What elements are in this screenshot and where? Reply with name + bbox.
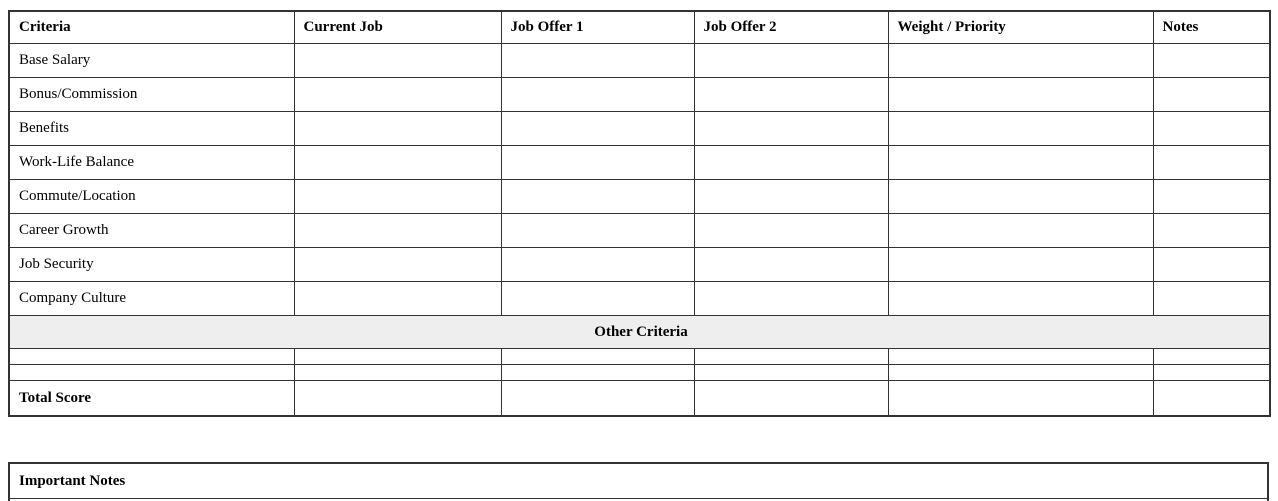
total-score-row	[9, 381, 1270, 417]
column-header-weight-priority: Weight / Priority	[888, 11, 1153, 44]
value-cell	[294, 112, 501, 146]
value-cell	[888, 282, 1153, 316]
criteria-label: Commute/Location	[9, 180, 294, 214]
criteria-label: Benefits	[9, 112, 294, 146]
value-cell	[501, 248, 694, 282]
value-cell	[694, 248, 888, 282]
value-cell	[294, 282, 501, 316]
value-cell	[694, 44, 888, 78]
criteria-row-bonus-commission	[9, 78, 1270, 112]
value-cell	[1153, 180, 1270, 214]
value-cell	[1153, 214, 1270, 248]
criteria-row-job-security	[9, 248, 1270, 282]
value-cell	[888, 349, 1153, 365]
value-cell	[694, 180, 888, 214]
criteria-label: Job Security	[9, 248, 294, 282]
value-cell	[501, 112, 694, 146]
value-cell	[694, 112, 888, 146]
column-header-current-job: Current Job	[294, 11, 501, 44]
value-cell	[501, 381, 694, 417]
other-criteria-section-row	[9, 316, 1270, 349]
value-cell	[1153, 349, 1270, 365]
value-cell	[501, 146, 694, 180]
value-cell	[501, 282, 694, 316]
value-cell	[501, 365, 694, 381]
value-cell	[1153, 78, 1270, 112]
empty-criteria-row	[9, 349, 1270, 365]
value-cell	[501, 44, 694, 78]
column-header-job-offer-2: Job Offer 2	[694, 11, 888, 44]
value-cell	[1153, 365, 1270, 381]
empty-criteria-row	[9, 365, 1270, 381]
criteria-label: Base Salary	[9, 44, 294, 78]
value-cell	[694, 146, 888, 180]
criteria-label: Career Growth	[9, 214, 294, 248]
criteria-label: Company Culture	[9, 282, 294, 316]
important-notes-title: Important Notes	[9, 463, 1268, 499]
value-cell	[1153, 146, 1270, 180]
value-cell	[694, 381, 888, 417]
value-cell	[294, 381, 501, 417]
column-header-job-offer-1: Job Offer 1	[501, 11, 694, 44]
criteria-label: Work-Life Balance	[9, 146, 294, 180]
value-cell	[694, 282, 888, 316]
value-cell	[888, 78, 1153, 112]
value-cell	[888, 112, 1153, 146]
value-cell	[888, 248, 1153, 282]
value-cell	[888, 44, 1153, 78]
value-cell	[501, 180, 694, 214]
value-cell	[294, 180, 501, 214]
value-cell	[888, 381, 1153, 417]
value-cell	[694, 349, 888, 365]
value-cell	[294, 214, 501, 248]
value-cell	[1153, 44, 1270, 78]
criteria-label: Bonus/Commission	[9, 78, 294, 112]
criteria-row-work-life-balance	[9, 146, 1270, 180]
criteria-row-commute-location	[9, 180, 1270, 214]
value-cell	[694, 78, 888, 112]
value-cell	[888, 146, 1153, 180]
value-cell	[1153, 282, 1270, 316]
value-cell	[888, 180, 1153, 214]
criteria-row-career-growth	[9, 214, 1270, 248]
value-cell	[9, 349, 294, 365]
header-row	[9, 11, 1270, 44]
value-cell	[294, 146, 501, 180]
value-cell	[9, 365, 294, 381]
value-cell	[501, 214, 694, 248]
value-cell	[694, 214, 888, 248]
value-cell	[1153, 112, 1270, 146]
value-cell	[501, 349, 694, 365]
important-notes-section	[8, 462, 1269, 501]
value-cell	[888, 214, 1153, 248]
value-cell	[294, 78, 501, 112]
important-notes-header-row	[9, 463, 1268, 499]
column-header-notes: Notes	[1153, 11, 1270, 44]
value-cell	[694, 365, 888, 381]
total-score-label: Total Score	[9, 381, 294, 417]
value-cell	[1153, 248, 1270, 282]
value-cell	[294, 248, 501, 282]
value-cell	[294, 44, 501, 78]
value-cell	[888, 365, 1153, 381]
criteria-row-base-salary	[9, 44, 1270, 78]
value-cell	[294, 349, 501, 365]
job-comparison-table	[8, 10, 1271, 417]
criteria-row-company-culture	[9, 282, 1270, 316]
value-cell	[1153, 381, 1270, 417]
value-cell	[501, 78, 694, 112]
value-cell	[294, 365, 501, 381]
column-header-criteria: Criteria	[9, 11, 294, 44]
other-criteria-section-label: Other Criteria	[9, 316, 1270, 349]
criteria-row-benefits	[9, 112, 1270, 146]
